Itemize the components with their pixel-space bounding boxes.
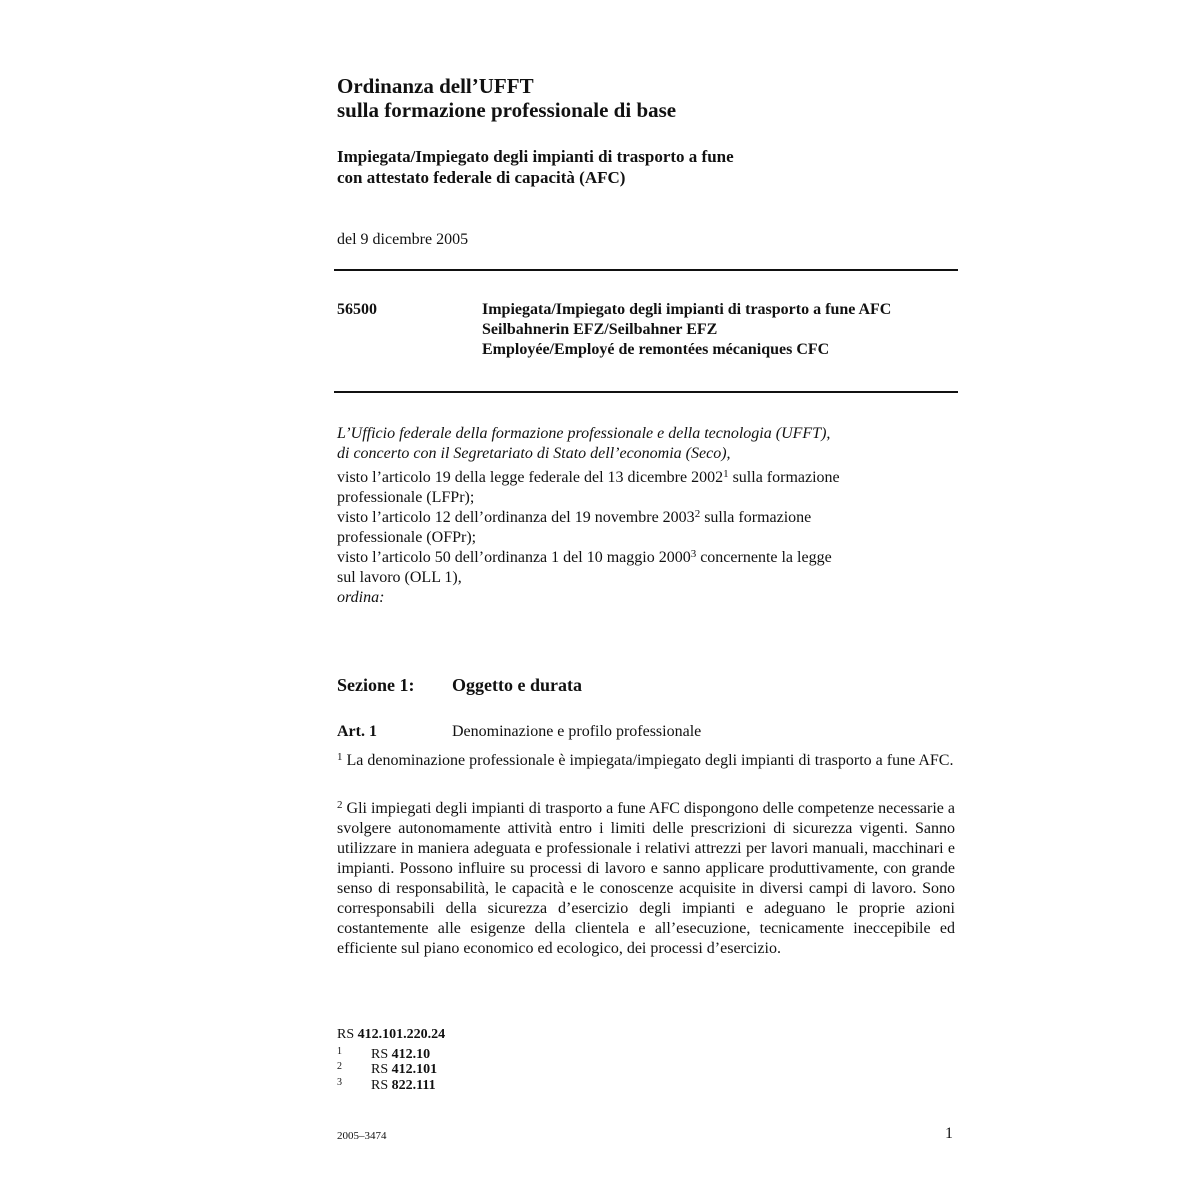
- article-title: Denominazione e profilo professionale: [452, 723, 702, 740]
- profession-name-de: Seilbahnerin EFZ/Seilbahner EFZ: [482, 321, 718, 338]
- section-title: Oggetto e durata: [452, 675, 582, 695]
- preamble: [337, 424, 917, 608]
- footnote-number: 2: [337, 1061, 342, 1072]
- top-divider: [334, 269, 958, 271]
- preamble-reference-2: visto l’articolo 12 dell’ordinanza del 19 novembre 2003$^2$ sulla formazione: [337, 508, 812, 526]
- footnote-number: 1: [337, 1046, 342, 1057]
- preamble-reference-3: visto l’articolo 50 dell’ordinanza 1 del 10 maggio 2000$^3$ concernente la legge: [337, 548, 832, 566]
- footnote-marker-3: 3: [690, 548, 697, 560]
- profession-names: [482, 300, 891, 360]
- preamble-ordina: ordina:: [337, 589, 385, 606]
- subtitle-line-1: Impiegata/Impiegato degli impianti di trasporto a fune: [337, 147, 734, 166]
- preamble-intro-1: L’Ufficio federale della formazione professionale e della tecnologia (UFFT),: [337, 425, 831, 442]
- page-number: 1: [945, 1125, 953, 1142]
- preamble-intro-2: di concerto con il Segretariato di Stato dell’economia (Seco),: [337, 445, 731, 462]
- footer-document-id: 2005–3474: [337, 1130, 387, 1142]
- article-paragraph-2: $^2$ Gli impiegati degli impianti di trasporto a fune AFC dispongono delle competenze necessarie a svolgere autonomamente attività entro i limiti delle prescrizioni di sicurezza vigenti. Sanno utilizzare in maniera adeguata e professionale i relativi attrezzi per lavori manuali, macchinari e impianti. Possono influire su processi di lavoro e sanno applicare produttivamente, con grande senso di responsabilità, le capacità e le conoscenze acquisite in diversi campi di lavoro. Sono corresponsabili della sicurezza d’esercizio degli impianti e adeguano le proprie azioni costantemente alle esigenze della clientela e all’esecuzione, tecnicamente ineccepibile ed efficiente sul piano economico ed ecologico, dei processi d’esercizio.: [337, 799, 955, 957]
- paragraph-number-2: 2: [337, 799, 343, 811]
- profession-code: 56500: [337, 301, 377, 318]
- article-heading: [337, 722, 701, 742]
- title-line-2: sulla formazione professionale di base: [337, 98, 677, 122]
- section-number: Sezione 1:: [337, 675, 415, 695]
- subtitle-line-2: con attestato federale di capacità (AFC): [337, 168, 626, 187]
- profession-name-fr: Employée/Employé de remontées mécaniques CFC: [482, 341, 830, 358]
- article-number: Art. 1: [337, 723, 377, 740]
- document-page: Ordinanza dell’UFFT sulla formazione professionale di base Impiegata/Impiegato degli impianti di trasporto a fune con attestato federale di capacità (AFC) del 9 dicembre 2005 56500 Impiegata/Impiegato degli impianti di trasporto a fune AFC Seilbahnerin EFZ/Seilbahner EFZ Employée/Employé de remontées mécaniques CFC L’Ufficio federale della formazione professionale e della tecnologia (UFFT), di concerto con il Segretariato di Stato dell’economia (Seco), visto l’articolo 19 della legge federale del 13 dicembre 2002$^1$ sulla formazione professionale (LFPr); visto l’articolo 12 dell’ordinanza del 19 novembre 2003$^2$ sulla formazione professionale (OFPr); visto l’articolo 50 dell’ordinanza 1 del 10 maggio 2000$^3$ concernente la legge sul lavoro (OLL 1), ordina: Sezione 1: Oggetto e durata Art. 1 Denominazione e profilo professionale $^1$ La denominazione professionale è impiegata/impiegato degli impianti di trasporto a fune AFC. $^2$ Gli impiegati degli impianti di trasporto a fune AFC dispongono delle competenze necessarie a svolgere autonomamente attività entro i limiti delle prescrizioni di sicurezza vigenti. Sanno utilizzare in maniera adeguata e professionale i relativi attrezzi per lavori manuali, macchinari e impianti. Possono influire su processi di lavoro e sanno applicare produttivamente, con grande senso di responsabilità, le capacità e le conoscenze acquisite in diversi campi di lavoro. Sono corresponsabili della sicurezza d’esercizio degli impianti e adeguano le proprie azioni costantemente alle esigenze della clientela e all’esecuzione, tecnicamente ineccepibile ed efficiente sul piano economico ed ecologico, dei processi d’esercizio. RS 412.101.220.24 1 RS 412.10 2 RS 412.101 3 RS 822.111 2005–3474 1: [337, 0, 957, 1200]
- bottom-divider: [334, 391, 958, 393]
- preamble-reference-1-cont: professionale (LFPr);: [337, 489, 475, 506]
- profession-name-it: Impiegata/Impiegato degli impianti di trasporto a fune AFC: [482, 301, 892, 318]
- footnote-marker-1: 1: [723, 468, 729, 480]
- document-title: [337, 74, 676, 122]
- document-subtitle: [337, 146, 734, 188]
- section-heading: [337, 674, 582, 696]
- article-paragraph-1: $^1$ La denominazione professionale è impiegata/impiegato degli impianti di trasporto a fune AFC.: [337, 751, 954, 769]
- paragraph-number-1: 1: [337, 751, 343, 763]
- title-line-1: Ordinanza dell’UFFT: [337, 74, 534, 98]
- preamble-reference-2-cont: professionale (OFPr);: [337, 529, 477, 546]
- rs-reference: RS 412.101.220.24: [337, 1027, 446, 1042]
- preamble-reference-1: visto l’articolo 19 della legge federale del 13 dicembre 2002$^1$ sulla formazione: [337, 468, 840, 486]
- footnote-number: 3: [337, 1077, 342, 1088]
- preamble-reference-3-cont: sul lavoro (OLL 1),: [337, 569, 462, 586]
- document-date: del 9 dicembre 2005: [337, 231, 469, 248]
- footnote-marker-2: 2: [694, 508, 701, 520]
